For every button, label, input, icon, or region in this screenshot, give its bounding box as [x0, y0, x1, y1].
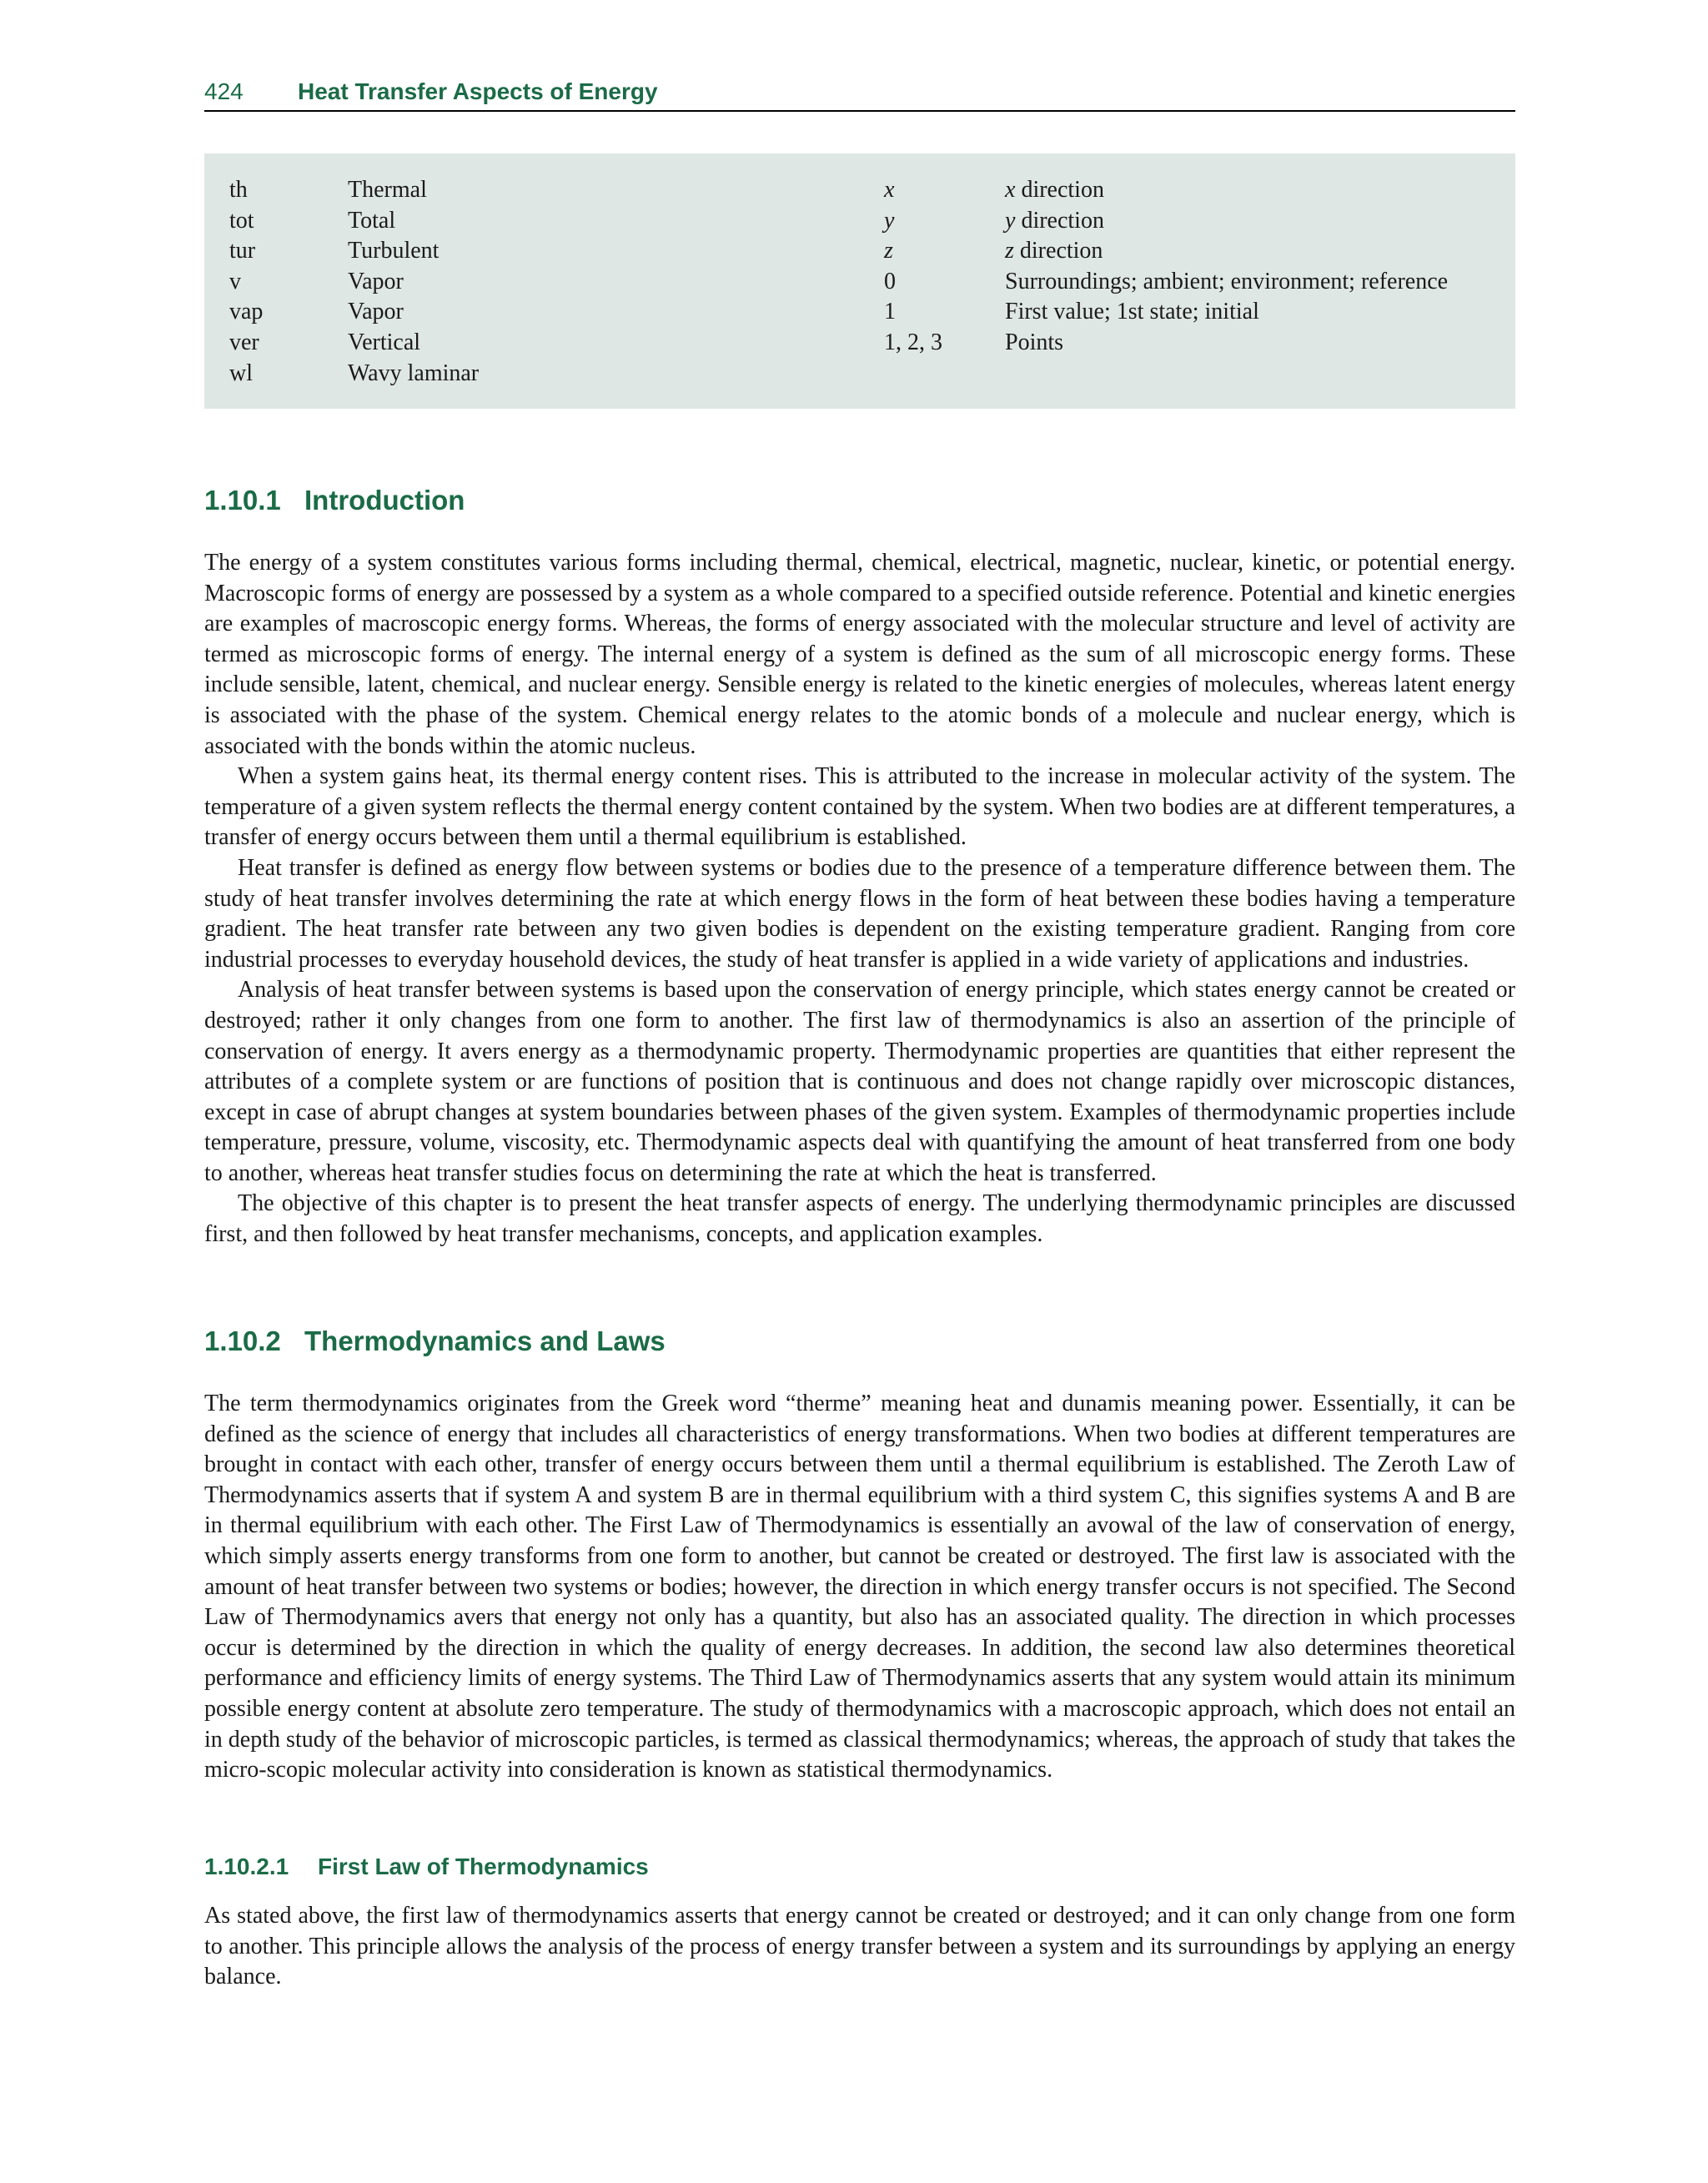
nomenclature-meaning: Points [1005, 329, 1064, 355]
meaning-text: direction [1015, 207, 1104, 234]
meaning-text: direction [1015, 177, 1104, 203]
nomenclature-meaning: Surroundings; ambient; environment; reference [1005, 268, 1449, 294]
subsection-heading-first-law [204, 1852, 649, 1882]
nomenclature-meaning: Turbulent [348, 238, 440, 264]
nomenclature-symbol: wl [229, 360, 253, 386]
meaning-symbol: y [1005, 207, 1016, 234]
nomenclature-symbol: tur [229, 238, 256, 264]
nomenclature-symbol: vap [229, 299, 264, 325]
nomenclature-symbol: th [229, 177, 248, 203]
nomenclature-meaning [1005, 206, 1448, 237]
nomenclature-meaning: Vertical [348, 329, 421, 355]
meaning-symbol: z [1005, 238, 1014, 264]
meaning-text: direction [1013, 238, 1103, 264]
thermodynamics-body [204, 1389, 1515, 1786]
nomenclature-meaning: First value; 1st state; initial [1005, 299, 1259, 325]
paragraph: Heat transfer is defined as energy flow between systems or bodies due to the presence of a temperature difference between them. The study of heat transfer involves determining the rate at which energy flows in the form of heat between these bodies having a temperature gradient. The heat transfer rate between any two given bodies is dependent on the existing temperature gradient. Ranging from core industrial processes to everyday household devices, the study of heat transfer is applied in a wide variety of applications and industries. [204, 854, 1515, 973]
nomenclature-meaning: Vapor [348, 268, 404, 294]
section-heading-thermodynamics-and-laws [204, 1325, 666, 1358]
section-heading-introduction [204, 484, 465, 517]
nomenclature-symbol: x [884, 177, 895, 203]
nomenclature-left-meanings [348, 175, 479, 389]
nomenclature-right-symbols [884, 175, 942, 359]
nomenclature-symbol: tot [229, 207, 254, 234]
nomenclature-right-meanings [1005, 175, 1448, 359]
nomenclature-symbol: y [884, 207, 895, 234]
page-header [204, 77, 1515, 112]
nomenclature-table [204, 153, 1515, 409]
paragraph: When a system gains heat, its thermal energy content rises. This is attributed to the increase in molecular activity of the system. The temperature of a given system reflects the thermal energy content contained by the system. When two bodies are at different temperatures, a transfer of energy occurs between them until a thermal equilibrium is established. [204, 763, 1515, 851]
page-number: 424 [204, 78, 244, 104]
nomenclature-symbol: v [229, 268, 241, 294]
nomenclature-left-symbols [229, 175, 263, 389]
paragraph: The term thermodynamics originates from the Greek word “therme” meaning heat and dunamis meaning power. Essentially, it can be defined as the science of energy that includes all characteristics of energy transformations. When two bodies at different temperatures are brought in contact with each other, transfer of energy occurs between them until a thermal equilibrium is established. The Zeroth Law of Thermodynamics asserts that if system A and system B are in thermal equilibrium with a third system C, this signifies systems A and B are in thermal equilibrium with each other. The First Law of Thermodynamics is essentially an avowal of the law of conservation of energy, which simply asserts energy transforms from one form to another, but cannot be created or destroyed. The first law is associated with the amount of heat transfer between two systems or bodies; however, the direction in which energy transfer occurs is not specified. The Second Law of Thermodynamics avers that energy not only has a quantity, but also has an associated quality. The direction in which processes occur is determined by the direction in which the quality of energy decreases. In addition, the second law also determines theoretical performance and efficiency limits of energy systems. The Third Law of Thermodynamics asserts that any system would attain its minimum possible energy content at absolute zero temperature. The study of thermodynamics with a macroscopic approach, which does not entail an in depth study of the behavior of microscopic particles, is termed as classical thermodynamics; whereas, the approach of study that takes the micro-scopic molecular activity into consideration is known as statistical thermodynamics. [204, 1391, 1515, 1783]
first-law-body [204, 1901, 1515, 1993]
section-number: 1.10.2 [204, 1325, 281, 1356]
section-number: 1.10.2.1 [204, 1854, 289, 1879]
nomenclature-symbol: 1 [884, 299, 896, 325]
nomenclature-meaning: Vapor [348, 299, 404, 325]
paragraph: The energy of a system constitutes various forms including thermal, chemical, electrical, magnetic, nuclear, kinetic, or potential energy. Macroscopic forms of energy are possessed by a system as a whole compared to a specified outside reference. Potential and kinetic energies are examples of macroscopic energy forms. Whereas, the forms of energy associated with the molecular structure and level of activity are termed as microscopic forms of energy. The internal energy of a system is defined as the sum of all microscopic energy forms. These include sensible, latent, chemical, and nuclear energy. Sensible energy is related to the kinetic energies of molecules, whereas latent energy is associated with the phase of the system. Chemical energy relates to the atomic bonds of a molecule and nuclear energy, which is associated with the bonds within the atomic nucleus. [204, 550, 1515, 759]
section-title: First Law of Thermodynamics [318, 1854, 649, 1879]
nomenclature-meaning [1005, 236, 1448, 267]
nomenclature-symbol: 0 [884, 268, 896, 294]
nomenclature-symbol: ver [229, 329, 259, 355]
paragraph: The objective of this chapter is to present the heat transfer aspects of energy. The underlying thermodynamic principles are discussed first, and then followed by heat transfer mechanisms, concepts, and application examples. [204, 1190, 1515, 1248]
section-number: 1.10.1 [204, 485, 281, 516]
section-title: Thermodynamics and Laws [304, 1325, 666, 1356]
nomenclature-symbol: 1, 2, 3 [884, 329, 942, 355]
nomenclature-meaning [1005, 175, 1448, 206]
running-title: Heat Transfer Aspects of Energy [298, 78, 658, 104]
nomenclature-meaning: Total [348, 207, 396, 234]
paragraph: Analysis of heat transfer between systems is based upon the conservation of energy principle, which states energy cannot be created or destroyed; rather it only changes from one form to another. The first law of thermodynamics is also an assertion of the principle of conservation of energy. It avers energy as a thermodynamic property. Thermodynamic properties are quantities that either represent the attributes of a complete system or are functions of position that is continuous and does not change rapidly over microscopic distances, except in case of abrupt changes at system boundaries between phases of the given system. Examples of thermodynamic properties include temperature, pressure, volume, viscosity, etc. Thermodynamic aspects deal with quantifying the amount of heat transferred from one body to another, whereas heat transfer studies focus on determining the rate at which the heat is transferred. [204, 977, 1515, 1186]
nomenclature-meaning: Thermal [348, 177, 427, 203]
section-title: Introduction [304, 485, 465, 516]
paragraph: As stated above, the first law of thermodynamics asserts that energy cannot be created or destroyed; and it can only change from one form to another. This principle allows the analysis of the process of energy transfer between a system and its surroundings by applying an energy balance. [204, 1903, 1515, 1990]
nomenclature-meaning: Wavy laminar [348, 360, 480, 386]
nomenclature-symbol: z [884, 238, 893, 264]
introduction-body [204, 548, 1515, 1250]
meaning-symbol: x [1005, 177, 1016, 203]
